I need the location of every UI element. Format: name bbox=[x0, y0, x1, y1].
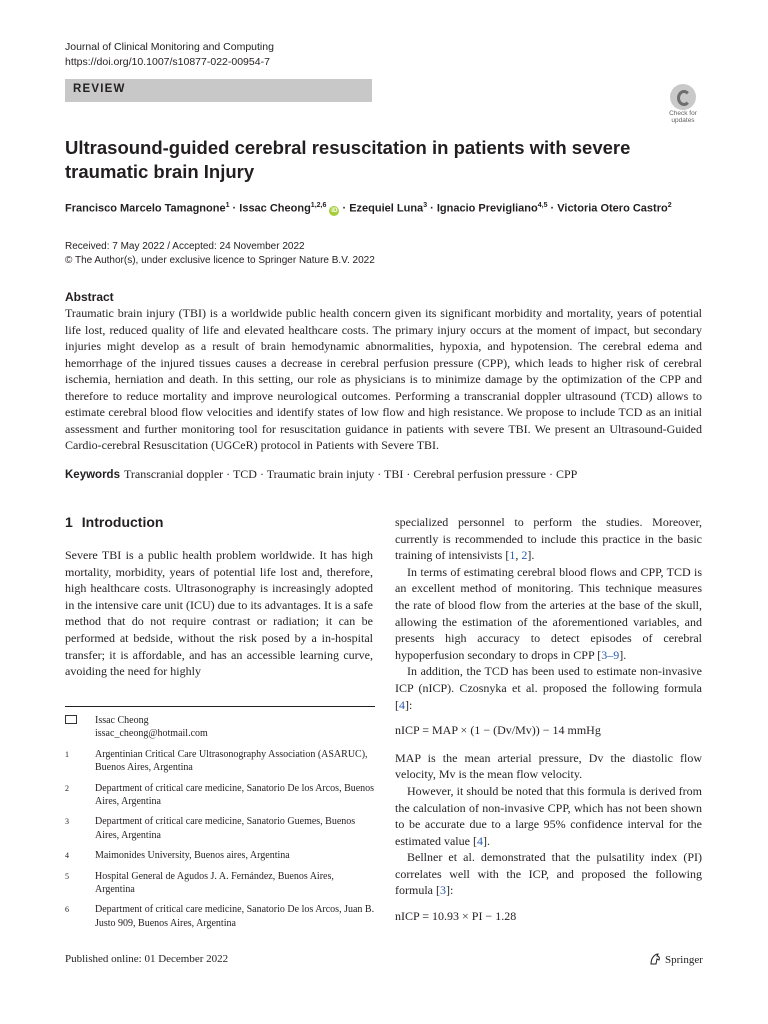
footnotes bbox=[65, 714, 375, 937]
keywords-label: Keywords bbox=[65, 469, 120, 481]
author-affiliation: 4,5 bbox=[537, 202, 548, 209]
affiliation-item bbox=[65, 903, 375, 930]
article-title: Ultrasound-guided cerebral resuscitation in patients with severe traumatic brain Injury bbox=[65, 137, 631, 182]
citation-link[interactable]: 2 bbox=[521, 548, 528, 563]
orcid-icon[interactable]: iD bbox=[331, 206, 338, 214]
paragraph-text: In addition, the TCD has been used to estimate non-invasive ICP (nICP). Czosnyka et al. proposed the following formula [ bbox=[395, 664, 702, 712]
affiliation-item bbox=[65, 849, 375, 862]
doi-link[interactable]: https://doi.org/10.1007/s10877-022-00954-7 bbox=[65, 56, 270, 68]
author-separator: · bbox=[427, 202, 437, 215]
affiliation-number: 2 bbox=[65, 783, 69, 793]
footnote-divider bbox=[65, 706, 375, 707]
affiliation-number: 3 bbox=[65, 817, 69, 827]
envelope-icon bbox=[65, 715, 77, 724]
paragraph-text: ]: bbox=[445, 883, 454, 898]
formula-nicp-bellner: nICP = 10.93 × PI − 1.28 bbox=[395, 909, 517, 924]
check-for-updates-badge[interactable] bbox=[664, 84, 702, 124]
received-accepted: Received: 7 May 2022 / Accepted: 24 November 2022 bbox=[65, 241, 305, 252]
author-list bbox=[65, 202, 672, 216]
intro-paragraph-continued: specialized personnel to perform the studies. Moreover, currently is recommended to include this practice in the basic training of intensivists [1, 2]. bbox=[395, 515, 702, 563]
author-separator: · bbox=[547, 202, 558, 215]
publisher-logo bbox=[648, 952, 703, 966]
article-dates bbox=[65, 240, 375, 268]
paragraph-text: ]. bbox=[619, 647, 627, 662]
affiliation-item bbox=[65, 870, 375, 897]
left-column bbox=[65, 547, 373, 680]
paragraph-text: ]. bbox=[482, 833, 490, 848]
corresponding-email[interactable]: issac_cheong@hotmail.com bbox=[95, 728, 208, 740]
section-heading bbox=[65, 514, 172, 530]
author-name: Ezequiel Luna bbox=[349, 202, 424, 215]
author-affiliation: 3 bbox=[423, 202, 428, 209]
affiliation-text: Department of critical care medicine, Sanatorio De los Arcos, Buenos Aires, Argentina bbox=[95, 782, 375, 808]
affiliation-item bbox=[65, 748, 375, 775]
affiliation-text: Argentinian Critical Care Ultrasonography Association (ASARUC), Buenos Aires, Argentina bbox=[95, 748, 368, 774]
author-name: Issac Cheong bbox=[239, 202, 311, 215]
paragraph-text: ]: bbox=[405, 697, 413, 712]
intro-paragraph: Severe TBI is a public health problem worldwide. It has high mortality, morbidity, years of potential life lost and, therefore, high healthcare costs. Ultrasonography is increasingly adopted in the intensive care unit (ICU) due to its advantages. It is a safe method that do not require contrast or radiation; it can be performed at bedside, without the risk posed by a in-hospital transfer; it is affordable, and has an accessible learning curve, avoiding the need for highly bbox=[65, 548, 373, 679]
formula-nicp-czosnyka: nICP = MAP × (1 − (Dv/Mv)) − 14 mmHg bbox=[395, 723, 601, 738]
paragraph-text: However, it should be noted that this formula is derived from the calculation of non-invasive CPP, which has not been shown to be accurate due to a large 95% confidence interval for the estimated value [ bbox=[395, 783, 702, 848]
journal-name: Journal of Clinical Monitoring and Computing bbox=[65, 41, 274, 53]
intro-paragraph bbox=[395, 783, 702, 849]
author-separator: · bbox=[229, 202, 240, 215]
affiliation-number: 6 bbox=[65, 905, 69, 915]
affiliation-list bbox=[65, 748, 375, 930]
paragraph-text: specialized personnel to perform the studies. Moreover, currently is recommended to include this practice in the basic training of intensivists [ bbox=[395, 515, 702, 563]
published-date: Published online: 01 December 2022 bbox=[65, 953, 229, 965]
journal-header bbox=[65, 40, 274, 70]
check-updates-line2: updates bbox=[671, 117, 695, 124]
author-separator: · bbox=[339, 202, 350, 215]
affiliation-text: Department of critical care medicine, Sanatorio De los Arcos, Juan B. Justo 909, Buenos Aires, Argentina bbox=[95, 904, 375, 929]
keywords bbox=[65, 467, 577, 482]
citation-link[interactable]: 4 bbox=[399, 697, 405, 712]
citation-link[interactable]: 3–9 bbox=[601, 647, 620, 662]
paragraph-text: ]. bbox=[527, 548, 535, 563]
affiliation-item bbox=[65, 815, 375, 842]
section-title: Introduction bbox=[81, 514, 164, 530]
affiliation-number: 4 bbox=[65, 851, 69, 861]
citation-link[interactable]: 3 bbox=[439, 883, 446, 898]
affiliation-number: 1 bbox=[65, 749, 69, 759]
abstract-heading: Abstract bbox=[65, 290, 114, 304]
citation-link[interactable]: 1 bbox=[509, 548, 516, 563]
article-type-label: REVIEW bbox=[73, 83, 126, 95]
author-name: Francisco Marcelo Tamagnone bbox=[65, 202, 226, 215]
intro-paragraph: MAP is the mean arterial pressure, Dv the diastolic flow velocity, Mv is the mean flow velocity. bbox=[395, 750, 702, 782]
intro-paragraph bbox=[395, 849, 702, 899]
publisher-name: Springer bbox=[665, 954, 703, 966]
check-updates-line1: Check for bbox=[669, 110, 697, 117]
affiliation-text: Department of critical care medicine, Sanatorio Guemes, Buenos Aires, Argentina bbox=[95, 816, 356, 841]
paragraph-text: Bellner et al. demonstrated that the pulsatility index (PI) correlates well with the ICP, and proposed the following formula [ bbox=[395, 850, 702, 898]
author-name: Ignacio Previgliano bbox=[436, 202, 538, 215]
copyright: © The Author(s), under exclusive licence to Springer Nature B.V. 2022 bbox=[65, 255, 375, 266]
check-updates-icon bbox=[670, 84, 696, 110]
right-column bbox=[395, 514, 702, 936]
affiliation-text: Maimonides University, Buenos aires, Argentina bbox=[95, 850, 290, 862]
keywords-text: Transcranial doppler · TCD · Traumatic brain injuty · TBI · Cerebral perfusion pressure · CPP bbox=[123, 467, 578, 481]
affiliation-text: Hospital General de Agudos J. A. Fernández, Buenos Aires, Argentina bbox=[95, 870, 334, 896]
corresponding-author bbox=[65, 714, 375, 741]
citation-link[interactable]: 4 bbox=[476, 833, 483, 848]
corresponding-name: Issac Cheong bbox=[95, 715, 149, 726]
article-type-bar bbox=[65, 79, 372, 102]
abstract-text: Traumatic brain injury (TBI) is a worldwide public health concern given its significant morbidity and mortality, years of potential life lost, reduced quality of life and elevated healthcare costs. The primary injury occurs at the moment of impact, but secondary injuries might develop as a result of brain hemodynamic abnormalities, hypoxia, and hypotension. The cerebral edema and hemorrhage of the injured tissues causes a decrease in cerebral perfusion pressure (CPP), which leads to higher risk of cerebral ischemia, herniation and death. In this setting, our role as physicians is to minimize damage by the optimization of the CPP and therefore to reduce mortality and improve neurological outcomes. Performing a transcranial doppler ultrasound (TCD) allows to estimate cerebral blood flow velocities and identify states of low flow and high resistance. We propose to include TCD as an initial assessment and further monitoring tool for resuscitation guidance in patients with severe TBI. We present an Ultrasound-Guided Cardio-cerebral Resuscitation (UGCeR) protocol in Patients with Severe TBI. bbox=[65, 306, 702, 452]
paragraph-text: In terms of estimating cerebral blood flows and CPP, TCD is an excellent method of monitoring. This technique measures the rate of blood flow from the arteries at the base of the skull, allowing the estimation of the aforementioned variables, and presents high accuracy to detect episodes of cerebral hypoperfusion secondary to drops in CPP [ bbox=[395, 564, 702, 662]
author-affiliation: 1,2,6 bbox=[310, 202, 327, 209]
affiliation-number: 5 bbox=[65, 871, 69, 881]
author-name: Victoria Otero Castro bbox=[557, 202, 668, 215]
springer-horse-icon bbox=[648, 952, 662, 966]
section-number: 1 bbox=[65, 514, 73, 530]
author-affiliation: 1 bbox=[225, 202, 230, 209]
intro-paragraph bbox=[395, 663, 702, 713]
author-affiliation: 2 bbox=[667, 202, 672, 209]
intro-paragraph bbox=[395, 564, 702, 664]
affiliation-item bbox=[65, 782, 375, 809]
